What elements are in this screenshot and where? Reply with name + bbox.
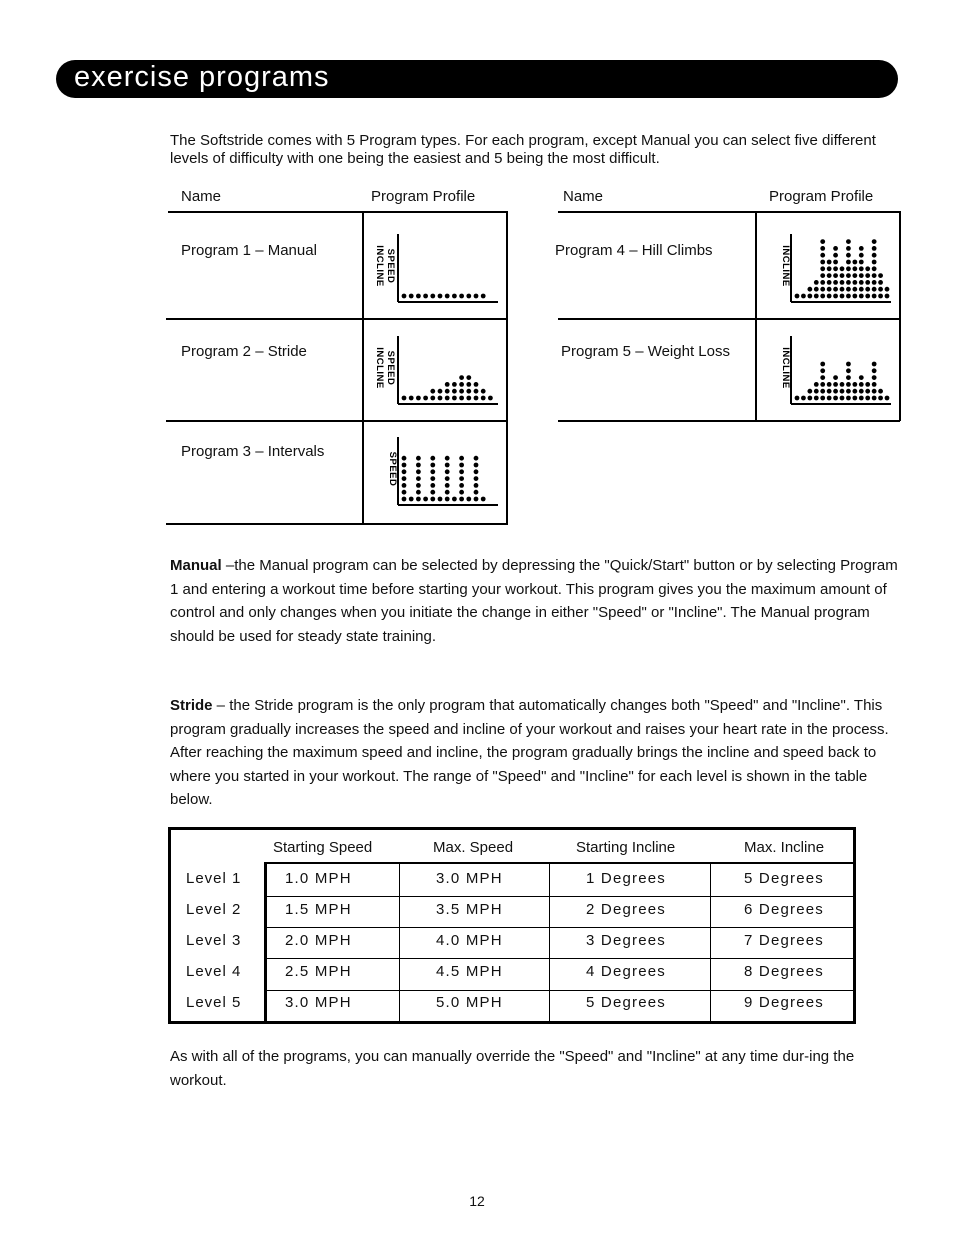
program-4-profile-graph <box>759 218 899 318</box>
profile-dot <box>459 463 464 468</box>
profile-dot <box>795 294 800 299</box>
profile-dot <box>865 396 870 401</box>
profile-dot <box>416 483 421 488</box>
profile-dot <box>865 294 870 299</box>
row-level-label: Level 5 <box>186 994 242 1011</box>
profile-dot <box>878 273 883 278</box>
profile-dot <box>852 294 857 299</box>
profile-dot <box>840 280 845 285</box>
profile-dot <box>459 375 464 380</box>
profile-dot <box>885 396 890 401</box>
profile-dot <box>438 497 443 502</box>
profile-dot <box>852 280 857 285</box>
profile-dot <box>878 396 883 401</box>
profile-dot <box>445 389 450 394</box>
profile-dot <box>466 294 471 299</box>
profile-dot <box>445 469 450 474</box>
profile-dot <box>820 368 825 373</box>
profile-dot <box>416 463 421 468</box>
profile-dot <box>445 396 450 401</box>
profile-dot <box>445 497 450 502</box>
profile-dot <box>833 273 838 278</box>
profile-dot <box>872 246 877 251</box>
left-col-name-header: Name <box>181 188 222 205</box>
profile-dot <box>820 375 825 380</box>
table-row-rule <box>264 990 853 991</box>
table-cell: 3.0 MPH <box>436 870 503 887</box>
profile-dot <box>872 280 877 285</box>
profile-dot <box>474 463 479 468</box>
profile-dot <box>872 273 877 278</box>
profile-dot <box>820 253 825 258</box>
profile-dot <box>827 273 832 278</box>
profile-dot <box>459 497 464 502</box>
table-cell: 9 Degrees <box>744 994 825 1011</box>
profile-dot <box>452 497 457 502</box>
profile-dot <box>872 389 877 394</box>
profile-dot <box>474 382 479 387</box>
profile-dot <box>445 483 450 488</box>
profile-dot <box>820 239 825 244</box>
left-col-profile-header: Program Profile <box>371 188 476 205</box>
right-table-top-rule <box>558 211 900 213</box>
profile-axis-label: SPEED <box>385 248 396 284</box>
profile-dot <box>872 266 877 271</box>
profile-dot <box>827 382 832 387</box>
header-max-incline: Max. Incline <box>744 839 825 856</box>
stride-text: – the Stride program is the only program that automatically changes both "Speed" and "Incline". This program gradually increases the speed and incline of your workout and raises your heart rate in the process. After reaching the maximum speed and incline, the program gradually brings the incline and speed back to where you started in your workout. The range of "Speed" and "Incline" for each level is shown in the table below. <box>170 697 889 808</box>
profile-dot <box>409 396 414 401</box>
profile-dot <box>872 294 877 299</box>
profile-dot <box>430 396 435 401</box>
profile-dot <box>445 382 450 387</box>
closing-paragraph: As with all of the programs, you can manually override the "Speed" and "Incline" at any time dur-ing the workout. <box>170 1048 855 1089</box>
profile-axis-label: INCLINE <box>374 245 385 287</box>
profile-dot <box>459 469 464 474</box>
profile-dot <box>402 294 407 299</box>
table-cell: 2.5 MPH <box>285 963 352 980</box>
profile-dot <box>846 389 851 394</box>
profile-dot <box>833 396 838 401</box>
profile-dot <box>827 287 832 292</box>
profile-dot <box>474 396 479 401</box>
profile-dot <box>846 362 851 367</box>
profile-dot <box>827 294 832 299</box>
profile-dot <box>820 362 825 367</box>
profile-dot <box>872 382 877 387</box>
row-level-label: Level 1 <box>186 870 242 887</box>
profile-dot <box>827 389 832 394</box>
program-3-name: Program 3 – Intervals <box>181 443 325 460</box>
header-starting-speed: Starting Speed <box>273 839 373 856</box>
profile-dot <box>814 294 819 299</box>
profile-dot <box>481 396 486 401</box>
profile-dot <box>807 389 812 394</box>
profile-dot <box>878 294 883 299</box>
profile-dot <box>474 469 479 474</box>
profile-dot <box>466 375 471 380</box>
profile-dot <box>833 294 838 299</box>
profile-dot <box>814 382 819 387</box>
profile-axis-label: INCLINE <box>780 347 791 389</box>
profile-dot <box>865 273 870 278</box>
profile-dot <box>409 294 414 299</box>
profile-dot <box>840 294 845 299</box>
profile-dot <box>459 490 464 495</box>
table-cell: 3.0 MPH <box>285 994 352 1011</box>
profile-axis-label: SPEED <box>385 350 396 386</box>
profile-dot <box>488 396 493 401</box>
profile-dot <box>416 456 421 461</box>
table-cell: 4.5 MPH <box>436 963 503 980</box>
profile-dot <box>878 287 883 292</box>
table-cell: 5 Degrees <box>744 870 825 887</box>
profile-dot <box>859 266 864 271</box>
profile-dot <box>840 266 845 271</box>
table-cell: 5 Degrees <box>586 994 667 1011</box>
profile-dot <box>820 246 825 251</box>
profile-dot <box>852 382 857 387</box>
profile-dot <box>833 246 838 251</box>
profile-dot <box>859 280 864 285</box>
profile-dot <box>459 476 464 481</box>
profile-dot <box>423 396 428 401</box>
profile-dot <box>402 497 407 502</box>
profile-dot <box>859 389 864 394</box>
table-cell: 3 Degrees <box>586 932 667 949</box>
profile-dot <box>430 476 435 481</box>
stride-level-table <box>168 827 856 1024</box>
profile-dot <box>452 389 457 394</box>
profile-dot <box>474 294 479 299</box>
profile-dot <box>840 389 845 394</box>
table-row-rule <box>264 958 853 959</box>
profile-dot <box>852 266 857 271</box>
profile-dot <box>840 382 845 387</box>
profile-dot <box>872 287 877 292</box>
row-level-label: Level 2 <box>186 901 242 918</box>
table-cell: 1.5 MPH <box>285 901 352 918</box>
profile-dot <box>481 497 486 502</box>
profile-dot <box>445 476 450 481</box>
program-5-profile-graph <box>759 320 899 420</box>
manual-heading: Manual <box>170 557 222 574</box>
profile-dot <box>466 497 471 502</box>
profile-dot <box>846 273 851 278</box>
profile-dot <box>430 469 435 474</box>
profile-axis-label: SPEED <box>387 451 398 487</box>
profile-dot <box>840 396 845 401</box>
profile-dot <box>859 246 864 251</box>
profile-dot <box>872 375 877 380</box>
table-thick-divider <box>264 862 267 1021</box>
profile-dot <box>878 389 883 394</box>
stride-paragraph <box>170 694 900 812</box>
table-cell: 4 Degrees <box>586 963 667 980</box>
profile-dot <box>865 287 870 292</box>
profile-dot <box>402 490 407 495</box>
profile-dot <box>820 287 825 292</box>
profile-dot <box>846 266 851 271</box>
profile-dot <box>481 294 486 299</box>
profile-dot <box>852 389 857 394</box>
stride-heading: Stride <box>170 697 213 714</box>
table-cell: 8 Degrees <box>744 963 825 980</box>
table-cell: 6 Degrees <box>744 901 825 918</box>
profile-dot <box>872 253 877 258</box>
manual-text: –the Manual program can be selected by depressing the "Quick/Start" button or by selecting Program 1 and entering a workout time before starting your workout. This program gives you the maximum amount of control and only changes when you initiate the change in either "Speed" or "Incline". The Manual program should be used for steady state training. <box>170 557 898 645</box>
profile-dot <box>859 260 864 265</box>
profile-dot <box>438 389 443 394</box>
profile-dot <box>827 266 832 271</box>
profile-dot <box>807 287 812 292</box>
profile-dot <box>833 260 838 265</box>
program-2-name: Program 2 – Stride <box>181 343 307 360</box>
profile-dot <box>416 294 421 299</box>
profile-dot <box>814 389 819 394</box>
profile-dot <box>872 396 877 401</box>
profile-dot <box>402 456 407 461</box>
profile-dot <box>416 497 421 502</box>
table-row-rule <box>264 896 853 897</box>
profile-dot <box>865 382 870 387</box>
profile-dot <box>430 497 435 502</box>
profile-dot <box>833 389 838 394</box>
profile-dot <box>865 266 870 271</box>
profile-dot <box>466 396 471 401</box>
page-title: exercise programs <box>74 61 330 93</box>
profile-dot <box>801 294 806 299</box>
profile-dot <box>474 476 479 481</box>
profile-dot <box>827 280 832 285</box>
profile-dot <box>846 396 851 401</box>
profile-dot <box>872 362 877 367</box>
intro-paragraph: The Softstride comes with 5 Program types. For each program, except Manual you can select five different levels of difficulty with one being the easiest and 5 being the most difficult. <box>170 132 876 167</box>
profile-dot <box>846 246 851 251</box>
profile-dot <box>430 483 435 488</box>
profile-dot <box>474 490 479 495</box>
right-table-bottom-rule <box>558 420 900 422</box>
profile-dot <box>852 260 857 265</box>
profile-dot <box>859 396 864 401</box>
profile-dot <box>416 396 421 401</box>
table-col-divider <box>549 862 550 1021</box>
profile-dot <box>452 382 457 387</box>
profile-dot <box>833 280 838 285</box>
profile-dot <box>872 260 877 265</box>
profile-dot <box>833 266 838 271</box>
table-col-divider <box>710 862 711 1021</box>
table-cell: 3.5 MPH <box>436 901 503 918</box>
table-header-rule <box>264 862 853 864</box>
profile-dot <box>481 389 486 394</box>
program-1-profile-graph <box>366 218 506 318</box>
profile-dot <box>402 469 407 474</box>
profile-dot <box>820 382 825 387</box>
program-2-profile-graph <box>366 320 506 420</box>
profile-dot <box>846 280 851 285</box>
profile-dot <box>445 294 450 299</box>
table-cell: 5.0 MPH <box>436 994 503 1011</box>
profile-dot <box>865 389 870 394</box>
profile-dot <box>459 483 464 488</box>
profile-dot <box>840 287 845 292</box>
profile-dot <box>846 368 851 373</box>
profile-dot <box>827 396 832 401</box>
table-cell: 2.0 MPH <box>285 932 352 949</box>
profile-dot <box>807 396 812 401</box>
profile-dot <box>474 497 479 502</box>
profile-dot <box>459 456 464 461</box>
profile-dot <box>459 382 464 387</box>
profile-dot <box>859 287 864 292</box>
profile-dot <box>814 280 819 285</box>
profile-dot <box>859 253 864 258</box>
profile-dot <box>452 396 457 401</box>
table-col-divider <box>399 862 400 1021</box>
table-cell: 4.0 MPH <box>436 932 503 949</box>
profile-dot <box>402 483 407 488</box>
profile-dot <box>459 389 464 394</box>
profile-dot <box>423 497 428 502</box>
profile-dot <box>846 253 851 258</box>
profile-dot <box>445 490 450 495</box>
profile-dot <box>885 287 890 292</box>
profile-dot <box>859 273 864 278</box>
profile-dot <box>820 266 825 271</box>
profile-dot <box>474 456 479 461</box>
profile-dot <box>466 382 471 387</box>
profile-dot <box>430 490 435 495</box>
left-table-top-rule <box>168 211 508 213</box>
profile-dot <box>807 294 812 299</box>
profile-dot <box>840 273 845 278</box>
row-level-label: Level 3 <box>186 932 242 949</box>
profile-dot <box>445 463 450 468</box>
profile-dot <box>846 382 851 387</box>
profile-dot <box>865 280 870 285</box>
profile-dot <box>846 260 851 265</box>
profile-axis-label: INCLINE <box>374 347 385 389</box>
profile-dot <box>466 389 471 394</box>
table-cell: 7 Degrees <box>744 932 825 949</box>
profile-dot <box>859 382 864 387</box>
profile-dot <box>474 483 479 488</box>
table-cell: 1.0 MPH <box>285 870 352 887</box>
left-table-divider <box>362 211 364 524</box>
profile-dot <box>820 280 825 285</box>
manual-paragraph <box>170 554 900 648</box>
profile-dot <box>402 463 407 468</box>
profile-dot <box>795 396 800 401</box>
profile-dot <box>814 287 819 292</box>
profile-dot <box>852 396 857 401</box>
profile-dot <box>459 294 464 299</box>
right-table-right-edge <box>899 211 901 421</box>
table-row-rule <box>264 927 853 928</box>
table-cell: 1 Degrees <box>586 870 667 887</box>
profile-dot <box>438 294 443 299</box>
profile-dot <box>820 260 825 265</box>
profile-dot <box>416 490 421 495</box>
profile-dot <box>416 476 421 481</box>
profile-dot <box>820 389 825 394</box>
profile-dot <box>459 396 464 401</box>
profile-dot <box>438 396 443 401</box>
profile-dot <box>423 294 428 299</box>
profile-dot <box>833 253 838 258</box>
profile-dot <box>846 287 851 292</box>
profile-dot <box>445 456 450 461</box>
profile-dot <box>409 497 414 502</box>
profile-dot <box>872 239 877 244</box>
profile-dot <box>452 294 457 299</box>
header-max-speed: Max. Speed <box>433 839 514 856</box>
profile-dot <box>846 239 851 244</box>
right-col-profile-header: Program Profile <box>769 188 874 205</box>
profile-dot <box>416 469 421 474</box>
profile-dot <box>852 287 857 292</box>
profile-dot <box>833 375 838 380</box>
profile-dot <box>430 463 435 468</box>
profile-dot <box>878 280 883 285</box>
profile-dot <box>430 456 435 461</box>
profile-dot <box>474 389 479 394</box>
profile-dot <box>852 273 857 278</box>
profile-dot <box>814 396 819 401</box>
profile-dot <box>859 375 864 380</box>
profile-dot <box>402 396 407 401</box>
profile-dot <box>846 294 851 299</box>
left-table-bottom-rule <box>166 523 508 525</box>
row-level-label: Level 4 <box>186 963 242 980</box>
header-starting-incline: Starting Incline <box>576 839 676 856</box>
profile-dot <box>846 375 851 380</box>
program-1-name: Program 1 – Manual <box>181 242 317 259</box>
profile-dot <box>430 389 435 394</box>
profile-dot <box>872 368 877 373</box>
right-table-divider <box>755 211 757 421</box>
right-col-name-header: Name <box>563 188 604 205</box>
profile-dot <box>430 294 435 299</box>
profile-dot <box>820 294 825 299</box>
program-4-name: Program 4 – Hill Climbs <box>555 242 713 259</box>
profile-axis-label: INCLINE <box>780 245 791 287</box>
program-5-name: Program 5 – Weight Loss <box>561 343 730 360</box>
page-number: 12 <box>469 1193 485 1209</box>
profile-dot <box>833 287 838 292</box>
table-cell: 2 Degrees <box>586 901 667 918</box>
profile-dot <box>402 476 407 481</box>
profile-dot <box>885 294 890 299</box>
profile-dot <box>820 396 825 401</box>
profile-dot <box>833 382 838 387</box>
left-table-right-edge <box>506 211 508 524</box>
program-3-profile-graph <box>366 421 506 521</box>
profile-dot <box>827 260 832 265</box>
profile-dot <box>820 273 825 278</box>
profile-dot <box>859 294 864 299</box>
header-banner <box>56 60 898 98</box>
profile-dot <box>801 396 806 401</box>
